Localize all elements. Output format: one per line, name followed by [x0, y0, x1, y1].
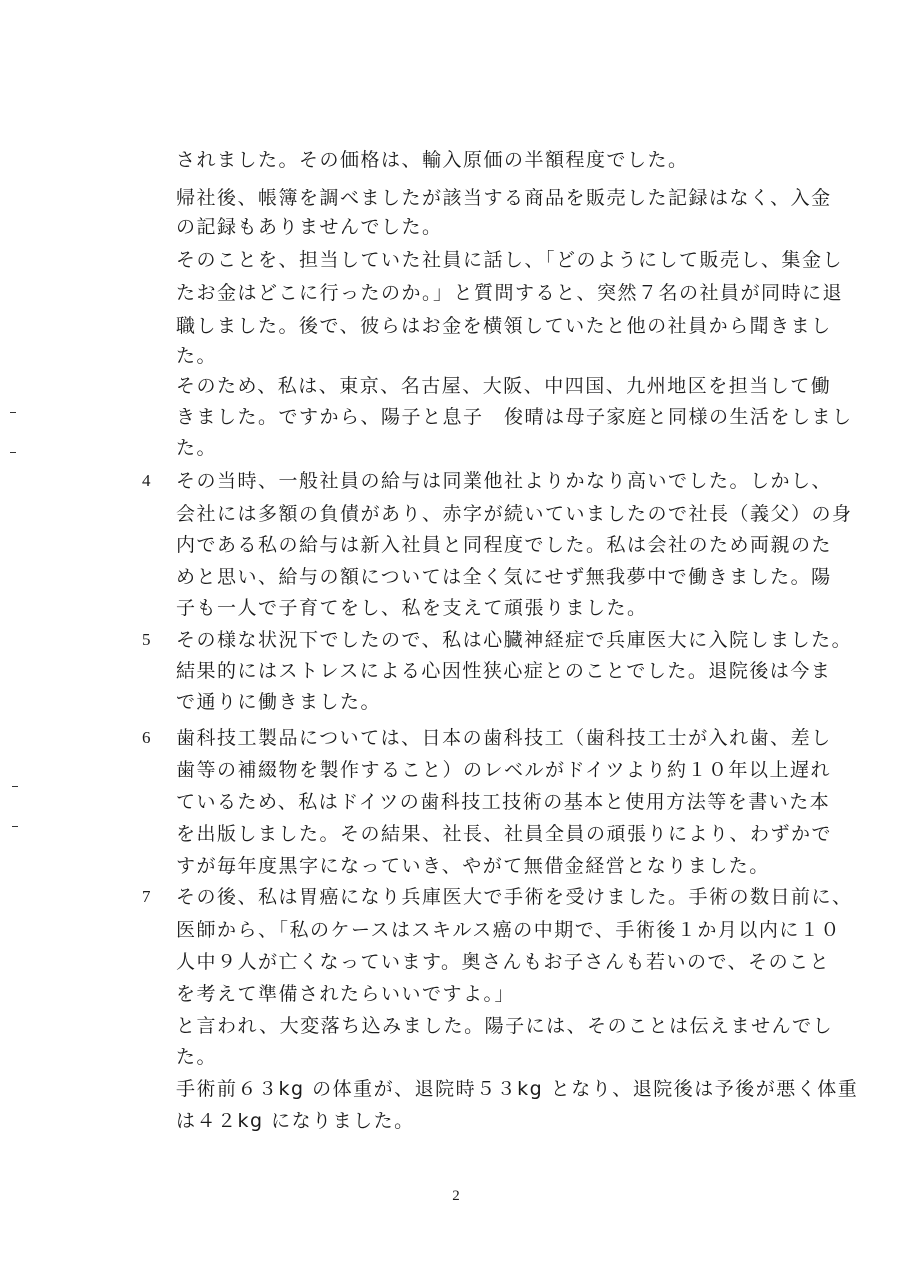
item-number: 7 [142, 887, 151, 906]
body-line: と言われ、大変落ち込みました。陽子には、そのことは伝えませんでし [176, 1015, 834, 1037]
body-line: ているため、私はドイツの歯科技工技術の基本と使用方法等を書いた本 [176, 791, 831, 813]
page-number: 2 [452, 1188, 460, 1204]
body-line: た。 [176, 345, 218, 367]
body-line: 内である私の給与は新入社員と同程度でした。私は会社のため両親のた [176, 534, 833, 556]
body-line: されました。その価格は、輸入原価の半額程度でした。 [176, 149, 689, 171]
body-line: そのため、私は、東京、名古屋、大阪、中四国、九州地区を担当して働 [176, 375, 832, 397]
scan-mark [10, 452, 16, 453]
body-line: 手術前６３kg の体重が、退院時５３kg となり、退院後は予後が悪く体重 [176, 1078, 859, 1100]
body-line: きました。ですから、陽子と息子 俊晴は母子家庭と同様の生活をしまし [176, 406, 853, 428]
scan-mark [10, 412, 16, 413]
body-line: 会社には多額の負債があり、赤字が続いていましたので社長（義父）の身 [176, 503, 853, 525]
body-line: の記録もありませんでした。 [176, 216, 443, 238]
body-line: すが毎年度黒字になっていき、やがて無借金経営となりました。 [176, 855, 770, 877]
body-line: その後、私は胃癌になり兵庫医大で手術を受けました。手術の数日前に、 [176, 886, 853, 908]
item-number: 6 [142, 728, 151, 747]
body-line: 人中９人が亡くなっています。奥さんもお子さんも若いので、そのこと [176, 951, 831, 973]
body-line: その当時、一般社員の給与は同業他社よりかなり高いでした。しかし、 [176, 470, 833, 492]
scan-mark [12, 786, 18, 787]
item-number: 4 [142, 471, 151, 490]
body-line: 帰社後、帳簿を調べましたが該当する商品を販売した記録はなく、入金 [176, 187, 832, 209]
body-line: 医師から、「私のケースはスキルス癌の中期で、手術後１か月以内に１０ [176, 919, 841, 941]
item-number: 5 [142, 630, 151, 649]
body-line: 職しました。後で、彼らはお金を横領していたと他の社員から聞きまし [176, 315, 832, 337]
body-line: 子も一人で子育てをし、私を支えて頑張りました。 [176, 597, 648, 619]
body-line: た。 [176, 437, 218, 459]
body-line: 歯等の補綴物を製作すること）のレベルがドイツより約１０年以上遅れ [176, 759, 832, 781]
body-line: たお金はどこに行ったのか。」と質問すると、突然７名の社員が同時に退 [176, 282, 844, 304]
body-line: は４２kg になりました。 [176, 1110, 415, 1132]
body-line: その様な状況下でしたので、私は心臓神経症で兵庫医大に入院しました。 [176, 629, 853, 651]
body-line: そのことを、担当していた社員に話し、「どのようにして販売し、集金し [176, 249, 844, 271]
body-line: で通りに働きました。 [176, 691, 382, 713]
body-line: めと思い、給与の額については全く気にせず無我夢中で働きました。陽 [176, 566, 832, 588]
body-line: 歯科技工製品については、日本の歯科技工（歯科技工士が入れ歯、差し [176, 727, 832, 749]
body-line: 結果的にはストレスによる心因性狭心症とのことでした。退院後は今ま [176, 660, 832, 682]
body-line: を考えて準備されたらいいですよ。」 [176, 983, 516, 1005]
body-line: た。 [176, 1046, 218, 1068]
scan-mark [12, 826, 18, 827]
body-line: を出版しました。その結果、社長、社員全員の頑張りにより、わずかで [176, 823, 833, 845]
